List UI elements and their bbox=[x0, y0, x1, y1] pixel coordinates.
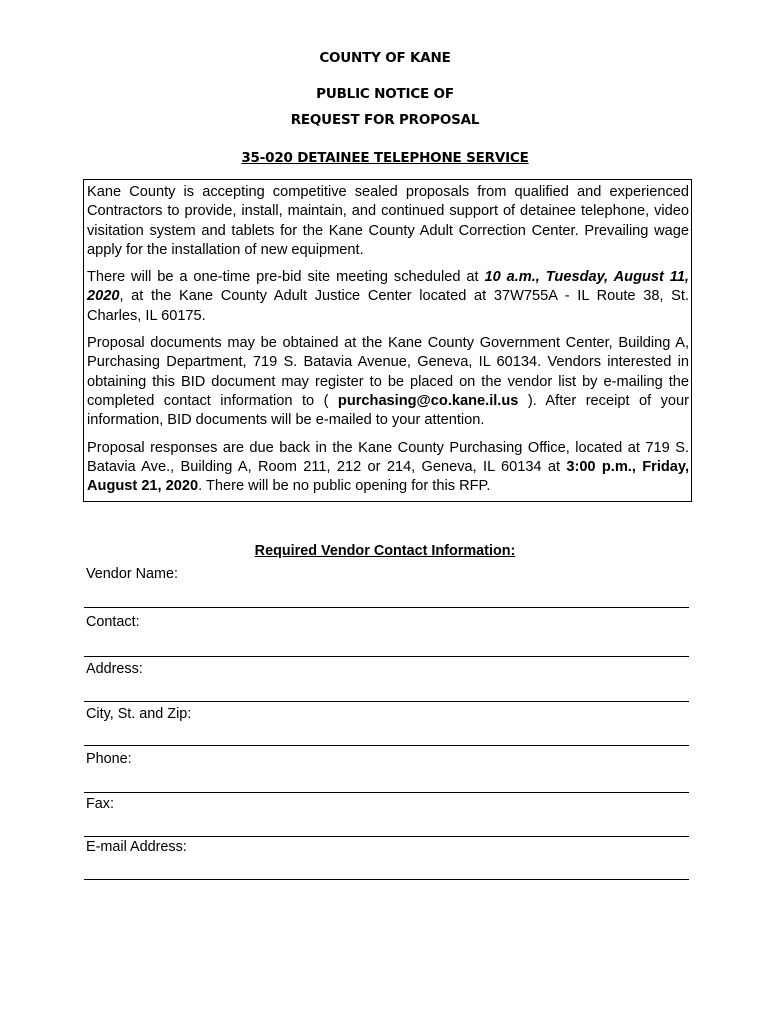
vendor-name-line[interactable] bbox=[84, 607, 689, 608]
notice-title-line1: PUBLIC NOTICE OF bbox=[316, 86, 454, 102]
phone-line[interactable] bbox=[84, 792, 689, 793]
fax-label: Fax: bbox=[86, 796, 114, 812]
vendor-name-label: Vendor Name: bbox=[86, 566, 178, 582]
fax-line[interactable] bbox=[84, 836, 689, 837]
contact-line[interactable] bbox=[84, 656, 689, 657]
email-address-label: E-mail Address: bbox=[86, 839, 187, 855]
deadline-paragraph: Proposal responses are due back in the Kane County Purchasing Office, located at 719 S. Batavia Ave., Building A, Room 211, 212 or 214, Geneva, IL 60134 at 3:00 p.m., Friday, August 21, 2020. There will be no public opening for this RFP. bbox=[87, 439, 689, 495]
rfp-title: 35-020 DETAINEE TELEPHONE SERVICE bbox=[241, 150, 529, 166]
documents-paragraph: Proposal documents may be obtained at the Kane County Government Center, Building A, Purchasing Department, 719 S. Batavia Avenue, Geneva, IL 60134. Vendors interested in obtaining this BID document may register to be placed on the vendor list by e-mailing the completed contact information to ( purchasing@co.kane.il.us ). After receipt of your information, BID documents will be e-mailed to your attention. bbox=[87, 335, 689, 429]
notice-box bbox=[83, 179, 692, 502]
deadline-datetime: 3:00 p.m., Friday, August 21, 2020 bbox=[87, 458, 689, 495]
county-title: COUNTY OF KANE bbox=[319, 50, 451, 66]
city-state-zip-line[interactable] bbox=[84, 745, 689, 746]
notice-title-line2: REQUEST FOR PROPOSAL bbox=[290, 112, 480, 128]
contact-info-heading: Required Vendor Contact Information: bbox=[254, 543, 516, 559]
email-address-line[interactable] bbox=[84, 879, 689, 880]
address-line[interactable] bbox=[84, 701, 689, 702]
contact-label: Contact: bbox=[86, 614, 140, 630]
intro-paragraph: Kane County is accepting competitive sealed proposals from qualified and experienced Contractors to provide, install, maintain, and continued support of detainee telephone, video visitation system and tablets for the Kane County Adult Correction Center. Prevailing wage apply for the installation of new equipment. bbox=[87, 184, 689, 258]
prebid-meeting-paragraph: There will be a one-time pre-bid site meeting scheduled at 10 a.m., Tuesday, August 11, 2020, at the Kane County Adult Justice Center located at 37W755A - IL Route 38, St. Charles, IL 60175. bbox=[87, 269, 689, 324]
purchasing-email: purchasing@co.kane.il.us bbox=[337, 392, 519, 409]
city-state-zip-label: City, St. and Zip: bbox=[86, 706, 192, 722]
prebid-datetime: 10 a.m., Tuesday, August 11, 2020 bbox=[87, 269, 689, 305]
phone-label: Phone: bbox=[86, 751, 132, 767]
address-label: Address: bbox=[86, 661, 143, 677]
